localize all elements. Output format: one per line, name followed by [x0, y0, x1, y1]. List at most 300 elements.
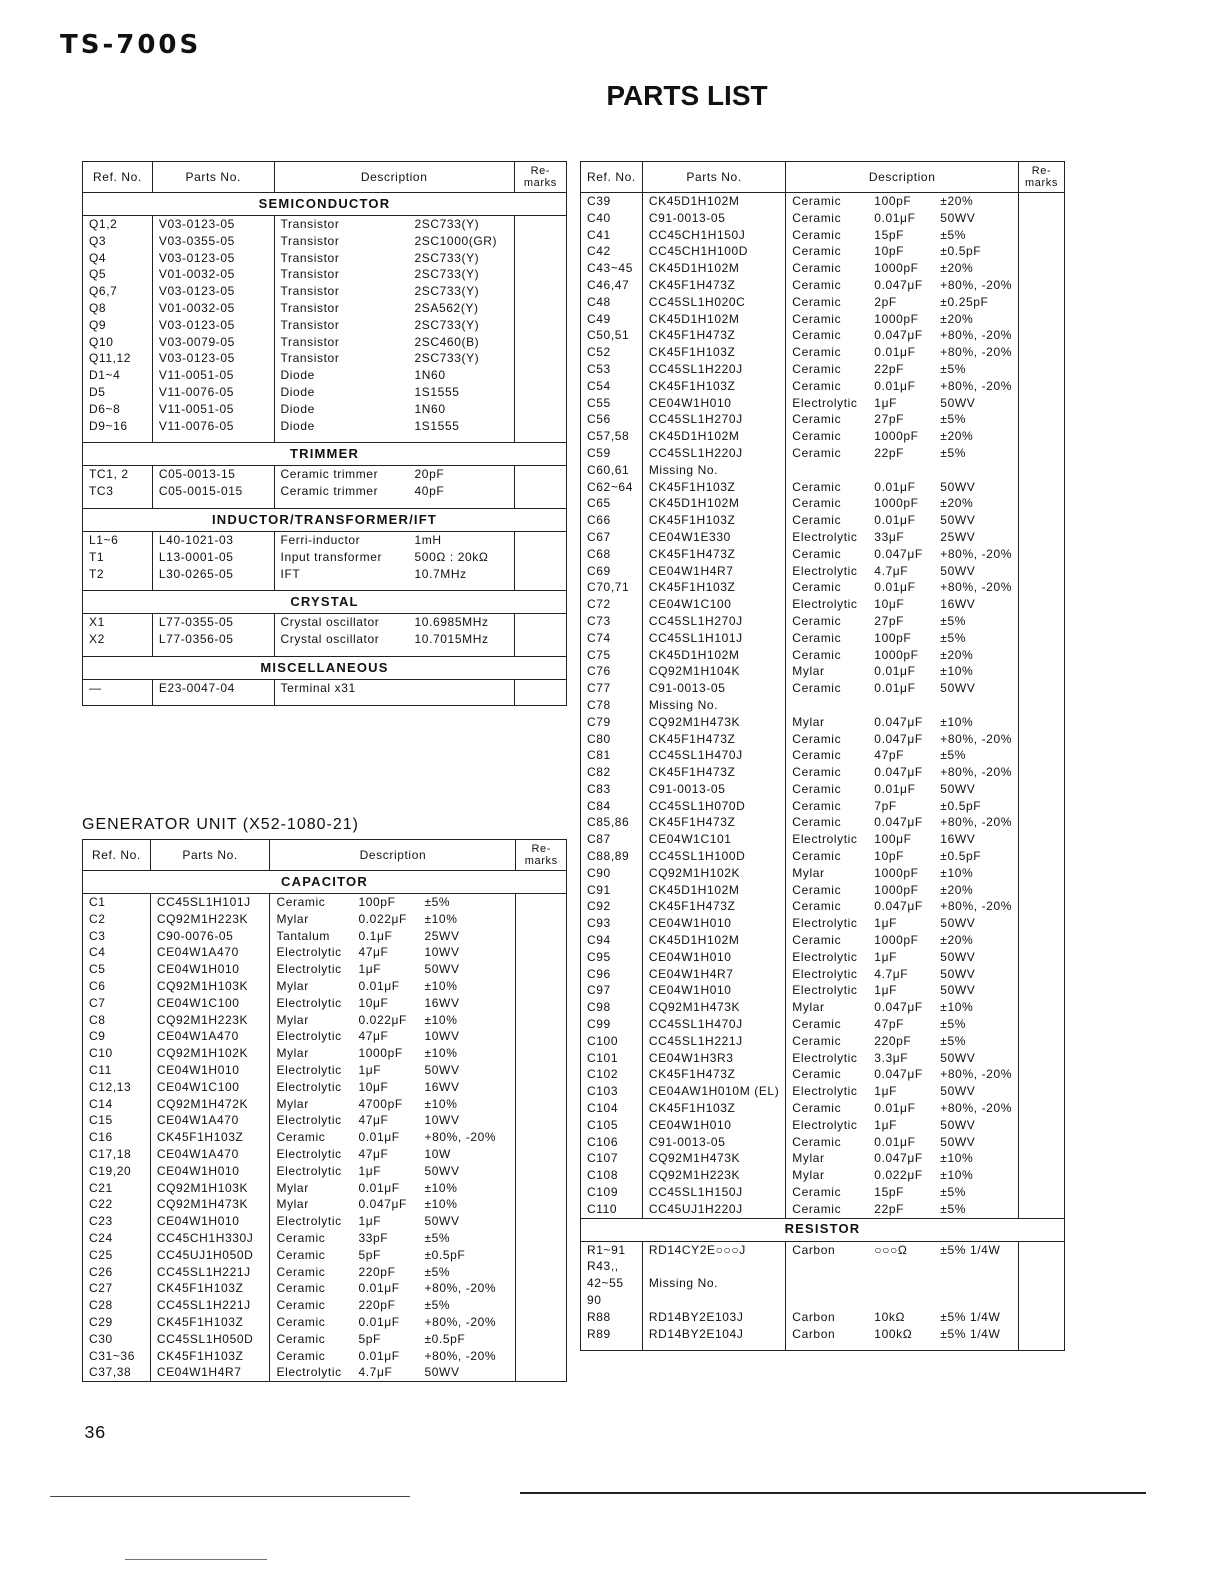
description	[786, 479, 1019, 496]
desc-rating: ±10%	[424, 1096, 458, 1111]
description-cell	[792, 311, 1012, 328]
description-cell	[276, 1045, 509, 1062]
spacer-cell	[514, 434, 566, 443]
description	[274, 401, 514, 418]
description	[786, 697, 1019, 714]
ref-no: 42~55	[581, 1275, 643, 1292]
ref-header: Ref. No.	[581, 162, 643, 193]
table-row	[83, 1280, 567, 1297]
parts-table-right	[580, 161, 1065, 1351]
desc-type: Ceramic	[792, 1201, 842, 1216]
ref-no: C83	[581, 781, 643, 798]
ref-no: C7	[83, 995, 151, 1012]
table-row	[83, 978, 567, 995]
description	[274, 384, 514, 401]
description-cell: Transistor 2SC733(Y)	[280, 217, 480, 231]
table-row	[581, 1201, 1065, 1218]
ref-no: C103	[581, 1083, 643, 1100]
desc-value: 0.01μF	[358, 978, 400, 993]
description-cell	[276, 1112, 509, 1129]
parts-no: V03-0123-05	[152, 216, 274, 233]
description	[270, 1163, 516, 1180]
ref-no: C43~45	[581, 260, 643, 277]
table-row	[581, 411, 1065, 428]
desc-rating: ±5%	[940, 227, 967, 242]
parts-no: CC45SL1H470J	[642, 1016, 785, 1033]
parts-no: CK45F1H473Z	[642, 1066, 785, 1083]
parts-no: CE04W1H010	[642, 1117, 785, 1134]
table-row	[83, 1364, 567, 1381]
section-row	[581, 1218, 1065, 1241]
spacer-cell	[274, 434, 514, 443]
table-row	[581, 949, 1065, 966]
desc-type: Ceramic	[276, 1230, 326, 1245]
table-row	[581, 462, 1065, 479]
desc-rating: 50WV	[940, 1084, 976, 1099]
remarks	[1019, 579, 1065, 596]
section-row	[83, 443, 567, 466]
description-cell	[792, 193, 1012, 210]
desc-rating: ±20%	[940, 882, 974, 897]
desc-value: 3.3μF	[874, 1050, 909, 1065]
desc-rating: ±10%	[424, 1197, 458, 1212]
ref-no: C59	[581, 445, 643, 462]
ref-no: C93	[581, 915, 643, 932]
table-row	[83, 1096, 567, 1113]
desc-type: Ceramic	[792, 1067, 842, 1082]
ref-no: Q8	[83, 300, 153, 317]
ref-no: R89	[581, 1326, 643, 1343]
description	[786, 1309, 1019, 1326]
table-row	[83, 614, 567, 631]
desc-type: Ceramic	[792, 194, 842, 208]
spacer-cell	[1019, 1342, 1065, 1351]
parts-no: CE04W1H010	[150, 1163, 270, 1180]
desc-rating: +80%, -20%	[940, 1067, 1013, 1082]
desc-value: 22pF	[874, 445, 905, 460]
desc-rating: 50WV	[940, 1050, 976, 1065]
description	[274, 631, 514, 648]
table-row	[581, 1258, 1065, 1275]
desc-value: 0.01μF	[358, 1180, 400, 1195]
remarks	[516, 1280, 567, 1297]
description	[270, 1364, 516, 1381]
parts-header: Parts No.	[642, 162, 785, 193]
desc-rating: 50WV	[940, 395, 976, 410]
desc-type: Ceramic	[792, 1185, 842, 1200]
spacer-cell	[642, 1342, 785, 1351]
ref-no: C80	[581, 731, 643, 748]
desc-value: 4700pF	[358, 1096, 403, 1111]
desc-type: Mylar	[276, 978, 309, 993]
description	[786, 982, 1019, 999]
parts-no: CK45F1H473Z	[642, 546, 785, 563]
table-row	[581, 882, 1065, 899]
ref-no: C76	[581, 663, 643, 680]
table-row	[83, 1314, 567, 1331]
spacer-cell	[274, 697, 514, 706]
description-cell	[792, 428, 1012, 445]
desc-type: Mylar	[276, 1096, 309, 1111]
remarks	[1019, 1150, 1065, 1167]
desc-rating: 50WV	[940, 916, 976, 931]
parts-no: CQ92M1H223K	[642, 1167, 785, 1184]
desc-rating: 10WV	[424, 945, 460, 960]
description-cell	[276, 1331, 509, 1348]
page-title: PARTS LIST	[606, 80, 768, 111]
ref-no: C30	[83, 1331, 151, 1348]
desc-rating: ±10%	[940, 1000, 974, 1015]
table-row	[83, 928, 567, 945]
description	[786, 1184, 1019, 1201]
description	[274, 531, 514, 548]
ref-no: C107	[581, 1150, 643, 1167]
spacer-row	[83, 500, 567, 509]
description	[786, 882, 1019, 899]
desc-value: 0.01μF	[874, 781, 916, 796]
description-cell	[276, 1364, 509, 1381]
description-cell	[276, 1213, 509, 1230]
description	[786, 831, 1019, 848]
remarks	[1019, 327, 1065, 344]
description-cell	[792, 982, 1012, 999]
generator-unit-title: GENERATOR UNIT (X52-1080-21)	[82, 816, 359, 833]
ref-no: C53	[581, 361, 643, 378]
description	[786, 428, 1019, 445]
remarks	[1019, 831, 1065, 848]
description	[786, 327, 1019, 344]
ref-no: C57,58	[581, 428, 643, 445]
remarks	[516, 1079, 567, 1096]
parts-no: CC45SL1H470J	[642, 747, 785, 764]
parts-no: CC45SL1H220J	[642, 361, 785, 378]
description	[274, 233, 514, 250]
remarks	[1019, 747, 1065, 764]
description-cell	[792, 563, 1012, 580]
description-cell: Diode 1N60	[280, 401, 446, 416]
desc-value: 1000pF	[874, 496, 919, 511]
desc-value: 1μF	[358, 962, 382, 977]
ref-no: C23	[83, 1213, 151, 1230]
description-cell	[792, 831, 1012, 848]
parts-no: RD14BY2E103J	[642, 1309, 785, 1326]
table-row	[581, 1016, 1065, 1033]
remarks	[516, 911, 567, 928]
table-row	[581, 647, 1065, 664]
desc-type: Diode	[280, 384, 315, 399]
description-cell	[792, 344, 1012, 361]
desc-type: Ceramic	[792, 933, 842, 948]
desc-type: Carbon	[792, 1309, 836, 1324]
description	[786, 1100, 1019, 1117]
ref-no: C82	[581, 764, 643, 781]
description	[786, 1326, 1019, 1343]
ref-no: TC1, 2	[83, 466, 153, 483]
spacer-cell	[152, 434, 274, 443]
ref-no: C54	[581, 378, 643, 395]
parts-no: CQ92M1H102K	[150, 1045, 270, 1062]
parts-table-main	[82, 161, 567, 706]
description	[786, 1258, 1019, 1275]
ref-no: C56	[581, 411, 643, 428]
description-cell	[792, 445, 1012, 462]
description-cell	[792, 781, 1012, 798]
description	[270, 1314, 516, 1331]
remarks	[1019, 764, 1065, 781]
desc-rating: ±5%	[424, 895, 451, 909]
remarks-header	[516, 840, 567, 871]
description	[786, 1016, 1019, 1033]
description-cell	[792, 596, 1012, 613]
remarks	[1019, 512, 1065, 529]
parts-no: V03-0355-05	[152, 233, 274, 250]
parts-no: CQ92M1H473K	[642, 714, 785, 731]
desc-value: 0.022μF	[358, 911, 407, 926]
description-cell	[792, 411, 1012, 428]
ref-no: C77	[581, 680, 643, 697]
remarks	[1019, 1134, 1065, 1151]
parts-no: CC45CH1H150J	[642, 227, 785, 244]
desc-type: Diode	[280, 418, 315, 433]
desc-type: Transistor	[280, 233, 340, 248]
description	[270, 1196, 516, 1213]
table-row	[83, 317, 567, 334]
parts-no: CE04W1H4R7	[642, 563, 785, 580]
description	[786, 613, 1019, 630]
description-cell	[276, 1180, 509, 1197]
remarks	[516, 1348, 567, 1365]
remarks	[514, 266, 566, 283]
spacer-row	[83, 697, 567, 706]
desc-rating: 50WV	[940, 563, 976, 578]
description	[786, 1083, 1019, 1100]
remarks	[1019, 210, 1065, 227]
remarks	[1019, 1083, 1065, 1100]
description	[274, 418, 514, 435]
table-row	[83, 1247, 567, 1264]
desc-type: Ceramic	[276, 1264, 326, 1279]
table-row	[581, 512, 1065, 529]
desc-value: 0.01μF	[874, 513, 916, 528]
parts-no: RD14CY2E○○○J	[642, 1241, 785, 1258]
description-cell	[792, 277, 1012, 294]
table-row	[581, 848, 1065, 865]
table-row	[83, 283, 567, 300]
ref-no: C28	[83, 1297, 151, 1314]
description-cell	[792, 747, 1012, 764]
ref-no: C26	[83, 1264, 151, 1281]
description	[270, 1348, 516, 1365]
ref-no: C105	[581, 1117, 643, 1134]
ref-no: C99	[581, 1016, 643, 1033]
ref-no: C40	[581, 210, 643, 227]
desc-value: 2pF	[874, 294, 897, 309]
table-row	[83, 631, 567, 648]
description-cell	[792, 579, 1012, 596]
spacer-cell	[514, 582, 566, 591]
ref-no: C106	[581, 1134, 643, 1151]
desc-type: Ceramic	[792, 311, 842, 326]
spacer-row	[581, 1342, 1065, 1351]
ref-no: C67	[581, 529, 643, 546]
desc-rating: +80%, -20%	[424, 1314, 497, 1329]
description-cell	[276, 1230, 509, 1247]
parts-no: V03-0079-05	[152, 334, 274, 351]
description-cell	[276, 1028, 509, 1045]
desc-rating: 50WV	[424, 962, 460, 977]
table-row	[83, 1213, 567, 1230]
parts-no: CQ92M1H223K	[150, 1012, 270, 1029]
desc-rating: ±20%	[940, 496, 974, 511]
description	[786, 294, 1019, 311]
desc-rating: ±20%	[940, 647, 974, 662]
description-cell	[792, 294, 1012, 311]
description	[786, 193, 1019, 210]
ref-no: C55	[581, 395, 643, 412]
remarks	[516, 1163, 567, 1180]
desc-type: Ceramic	[792, 361, 842, 376]
description-cell: Transistor 2SC733(Y)	[280, 351, 480, 366]
spacer-row	[83, 434, 567, 443]
desc-type: Ceramic	[792, 580, 842, 595]
ref-no: 90	[581, 1292, 643, 1309]
desc-rating: 10W	[424, 1146, 451, 1161]
description	[786, 210, 1019, 227]
ref-no: C109	[581, 1184, 643, 1201]
spacer-cell	[274, 648, 514, 657]
description-cell	[792, 479, 1012, 496]
parts-no: RD14BY2E104J	[642, 1326, 785, 1343]
remarks	[1019, 1292, 1065, 1309]
description	[274, 614, 514, 631]
desc-value: 220pF	[358, 1298, 396, 1313]
description-cell: Transistor 2SA562(Y)	[280, 300, 479, 315]
table-row	[581, 428, 1065, 445]
desc-value: 0.047μF	[874, 765, 923, 780]
remarks	[514, 384, 566, 401]
desc-type: Mylar	[792, 865, 825, 880]
desc-rating: +80%, -20%	[424, 1348, 497, 1363]
remarks	[1019, 1258, 1065, 1275]
description	[270, 1180, 516, 1197]
description	[270, 1079, 516, 1096]
parts-no: CK45D1H102M	[642, 311, 785, 328]
desc-rating: ±20%	[940, 194, 974, 208]
desc-value: ○○○Ω	[874, 1242, 908, 1257]
table-row	[581, 663, 1065, 680]
description	[274, 283, 514, 300]
desc-value: 1000pF	[874, 865, 919, 880]
parts-no: Missing No.	[642, 1275, 785, 1292]
description	[786, 630, 1019, 647]
desc-type: Ceramic	[276, 1348, 326, 1363]
parts-no	[642, 1292, 785, 1309]
desc-type: Electrolytic	[276, 962, 342, 977]
remarks	[516, 1129, 567, 1146]
remarks	[514, 614, 566, 631]
header-row	[581, 162, 1065, 193]
description-cell	[792, 814, 1012, 831]
remarks	[514, 216, 566, 233]
table-row	[581, 344, 1065, 361]
desc-value: 0.01μF	[874, 1134, 916, 1149]
desc-type: Electrolytic	[792, 949, 858, 964]
remarks	[1019, 277, 1065, 294]
parts-no: CE04W1H010	[150, 961, 270, 978]
description	[786, 999, 1019, 1016]
description	[786, 714, 1019, 731]
ref-no: C100	[581, 1033, 643, 1050]
header-row	[83, 840, 567, 871]
description-cell: Transistor 2SC733(Y)	[280, 250, 480, 265]
desc-value: 220pF	[874, 1033, 912, 1048]
parts-no: CK45F1H103Z	[642, 1100, 785, 1117]
ref-no: C22	[83, 1196, 151, 1213]
description-cell: Input transformer 500Ω : 20kΩ	[280, 549, 489, 564]
table-row	[83, 1230, 567, 1247]
desc-value: 0.01μF	[874, 345, 916, 360]
desc-value: 33pF	[358, 1230, 389, 1245]
desc-type: Ceramic	[792, 429, 842, 444]
description	[786, 731, 1019, 748]
remarks	[1019, 479, 1065, 496]
section-title: CAPACITOR	[83, 871, 567, 894]
parts-no: CK45F1H103Z	[642, 344, 785, 361]
description-cell: Crystal oscillator 10.7015MHz	[280, 632, 489, 647]
desc-rating: 50WV	[940, 513, 976, 528]
desc-rating: ±10%	[940, 714, 974, 729]
desc-type: Ceramic	[792, 496, 842, 511]
section-row	[83, 193, 567, 216]
description	[786, 1241, 1019, 1258]
parts-no: CC45UJ1H220J	[642, 1201, 785, 1218]
desc-rating: 50WV	[940, 781, 976, 796]
desc-type: Ferri-inductor	[280, 532, 361, 547]
parts-no: CE04W1A470	[150, 1146, 270, 1163]
parts-no: CQ92M1H473K	[642, 1150, 785, 1167]
table-row	[83, 418, 567, 435]
parts-no: CK45F1H473Z	[642, 898, 785, 915]
desc-value: 1000pF	[874, 311, 919, 326]
desc-type: Ceramic	[276, 895, 326, 909]
desc-value: 7pF	[874, 798, 897, 813]
table-row	[581, 1292, 1065, 1309]
desc-value: 1μF	[358, 1062, 382, 1077]
desc-value: 10μF	[358, 1079, 389, 1094]
table-row	[83, 1045, 567, 1062]
desc-value: 22pF	[874, 1201, 905, 1216]
ref-no: C108	[581, 1167, 643, 1184]
ref-no: T2	[83, 566, 153, 583]
desc-type: Ceramic	[792, 546, 842, 561]
description	[786, 898, 1019, 915]
desc-rating: ±20%	[940, 311, 974, 326]
desc-value: 22pF	[874, 361, 905, 376]
table-row	[581, 680, 1065, 697]
spacer-row	[83, 582, 567, 591]
desc-value: 0.01μF	[358, 1348, 400, 1363]
desc-rating: ±10%	[424, 1180, 458, 1195]
remarks	[516, 995, 567, 1012]
ref-no: X2	[83, 631, 153, 648]
description-cell	[792, 1083, 1012, 1100]
parts-no: CK45F1H473Z	[642, 327, 785, 344]
description	[274, 566, 514, 583]
ref-no: C49	[581, 311, 643, 328]
remarks	[1019, 898, 1065, 915]
desc-rating: 50WV	[424, 1163, 460, 1178]
desc-rating: ±10%	[940, 1168, 974, 1183]
